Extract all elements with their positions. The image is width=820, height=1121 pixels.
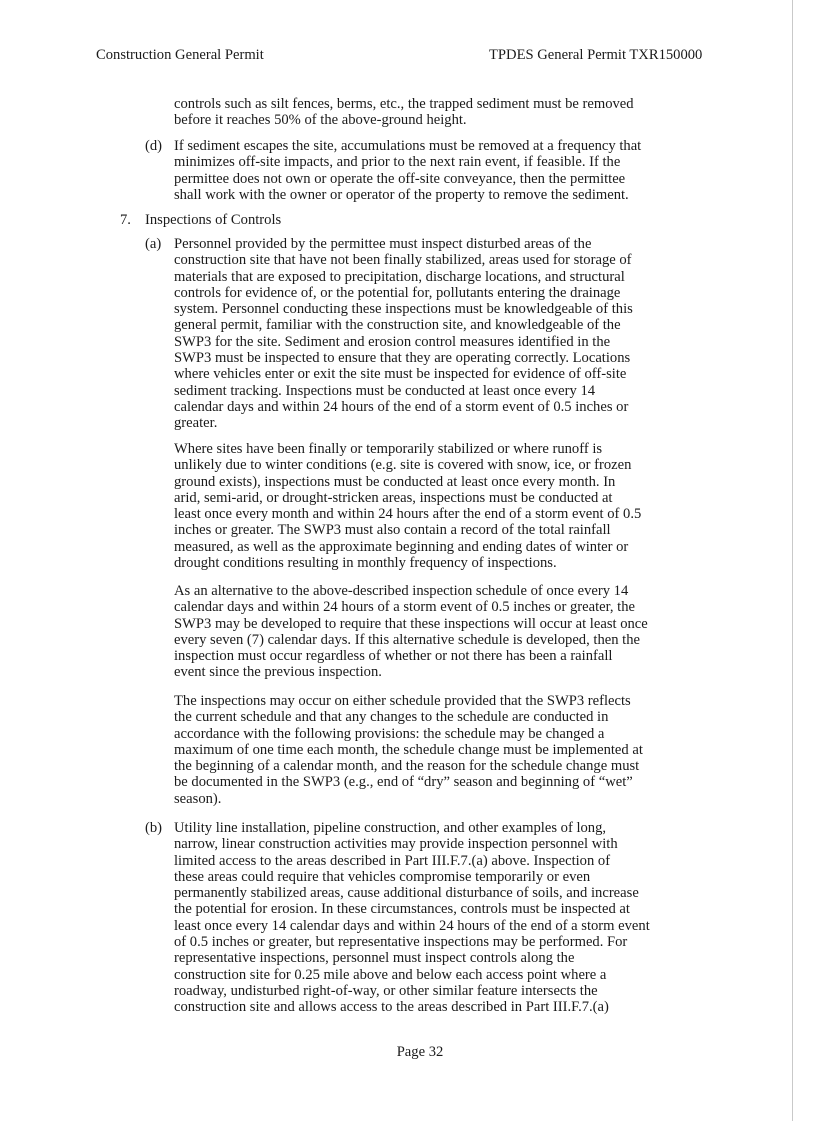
- text-line: narrow, linear construction activities may provide inspection personnel with: [174, 836, 618, 853]
- text-line: event since the previous inspection.: [174, 664, 382, 681]
- paragraph-text: [174, 441, 734, 571]
- text-line: Personnel provided by the permittee must inspect disturbed areas of the: [174, 236, 592, 252]
- text-line: unlikely due to winter conditions (e.g. site is covered with snow, ice, or frozen: [174, 457, 632, 474]
- text-line: SWP3 must be inspected to ensure that they are operating correctly. Locations: [174, 350, 631, 367]
- text-line: minimizes off-site impacts, and prior to the next rain event, if feasible. If the: [174, 154, 621, 171]
- paragraph-text: [174, 96, 734, 129]
- item-marker: (d): [145, 138, 163, 154]
- text-line: of 0.5 inches or greater, but representative inspections may be performed. For: [174, 934, 628, 951]
- text-line: The inspections may occur on either schedule provided that the SWP3 reflects: [174, 693, 631, 709]
- text-line: ground exists), inspections must be conducted at least once every month. In: [174, 473, 616, 490]
- text-line: least once every 14 calendar days and within 24 hours of the end of a storm event: [174, 917, 650, 934]
- text-line: SWP3 for the site. Sediment and erosion control measures identified in the: [174, 333, 611, 350]
- text-line: inspection must occur regardless of whether or not there has been a rainfall: [174, 648, 613, 665]
- text-line: permittee does not own or operate the off-site conveyance, then the permittee: [174, 170, 626, 187]
- running-header-right: TPDES General Permit TXR150000: [489, 47, 703, 63]
- text-line: every seven (7) calendar days. If this alternative schedule is developed, then the: [174, 631, 641, 648]
- item-marker: (a): [145, 236, 162, 252]
- text-line: accordance with the following provisions: the schedule may be changed a: [174, 725, 605, 742]
- text-line: sediment tracking. Inspections must be conducted at least once every 14: [174, 382, 596, 399]
- text-line: system. Personnel conducting these inspections must be knowledgeable of this: [174, 301, 633, 318]
- text-line: inches or greater. The SWP3 must also contain a record of the total rainfall: [174, 522, 611, 539]
- text-line: season).: [174, 790, 222, 807]
- text-line: greater.: [174, 415, 218, 432]
- page-number: Page 32: [396, 1044, 444, 1060]
- text-line: permanently stabilized areas, cause additional disturbance of soils, and increase: [174, 885, 639, 902]
- text-line: maximum of one time each month, the schedule change must be implemented at: [174, 741, 643, 758]
- page-edge-divider: [792, 0, 793, 1121]
- text-line: controls for evidence of, or the potential for, pollutants entering the drainage: [174, 284, 621, 301]
- text-line: As an alternative to the above-described inspection schedule of once every 14: [174, 583, 629, 599]
- text-line: materials that are exposed to precipitation, discharge locations, and structural: [174, 268, 625, 285]
- text-line: be documented in the SWP3 (e.g., end of “dry” season and beginning of “wet”: [174, 774, 633, 791]
- paragraph-text: [174, 138, 734, 203]
- text-line: Where sites have been finally or temporarily stabilized or where runoff is: [174, 441, 603, 457]
- text-line: before it reaches 50% of the above-ground height.: [174, 112, 467, 129]
- text-line: where vehicles enter or exit the site must be inspected for evidence of off-site: [174, 366, 627, 383]
- text-line: SWP3 may be developed to require that these inspections will occur at least once: [174, 615, 648, 632]
- text-line: the beginning of a calendar month, and the reason for the schedule change must: [174, 758, 640, 775]
- item-marker: (b): [145, 820, 163, 836]
- text-line: the current schedule and that any changes to the schedule are conducted in: [174, 709, 609, 726]
- text-line: Utility line installation, pipeline construction, and other examples of long,: [174, 820, 607, 836]
- text-line: least once every month and within 24 hours after the end of a storm event of 0.5: [174, 506, 642, 523]
- text-line: calendar days and within 24 hours of a storm event of 0.5 inches or greater, the: [174, 599, 635, 616]
- text-line: limited access to the areas described in Part III.F.7.(a) above. Inspection of: [174, 852, 611, 869]
- text-line: general permit, familiar with the construction site, and knowledgeable of the: [174, 317, 621, 334]
- text-line: construction site and allows access to the areas described in Part III.F.7.(a): [174, 999, 609, 1016]
- text-line: these areas could require that vehicles compromise temporarily or even: [174, 868, 591, 885]
- paragraph-text: [174, 820, 734, 1016]
- running-header-left: Construction General Permit: [96, 47, 264, 63]
- text-line: arid, semi-arid, or drought-stricken areas, inspections must be conducted at: [174, 489, 613, 506]
- paragraph-text: [174, 693, 734, 807]
- paragraph-text: [174, 236, 734, 432]
- section-number: 7.: [120, 212, 131, 228]
- text-line: shall work with the owner or operator of the property to remove the sediment.: [174, 186, 629, 203]
- text-line: the potential for erosion. In these circumstances, controls must be inspected at: [174, 901, 630, 918]
- text-line: calendar days and within 24 hours of the end of a storm event of 0.5 inches or: [174, 398, 629, 415]
- paragraph-text: [174, 583, 734, 681]
- text-line: drought conditions resulting in monthly frequency of inspections.: [174, 555, 557, 572]
- text-line: construction site that have not been finally stabilized, areas used for storage of: [174, 252, 632, 269]
- text-line: construction site for 0.25 mile above and below each access point where a: [174, 966, 607, 983]
- text-line: measured, as well as the approximate beginning and ending dates of winter or: [174, 538, 629, 555]
- text-line: If sediment escapes the site, accumulations must be removed at a frequency that: [174, 138, 642, 154]
- text-line: controls such as silt fences, berms, etc., the trapped sediment must be removed: [174, 96, 634, 112]
- text-line: roadway, undisturbed right-of-way, or other similar feature intersects the: [174, 982, 598, 999]
- section-title: Inspections of Controls: [145, 212, 282, 228]
- text-line: representative inspections, personnel must inspect controls along the: [174, 950, 575, 967]
